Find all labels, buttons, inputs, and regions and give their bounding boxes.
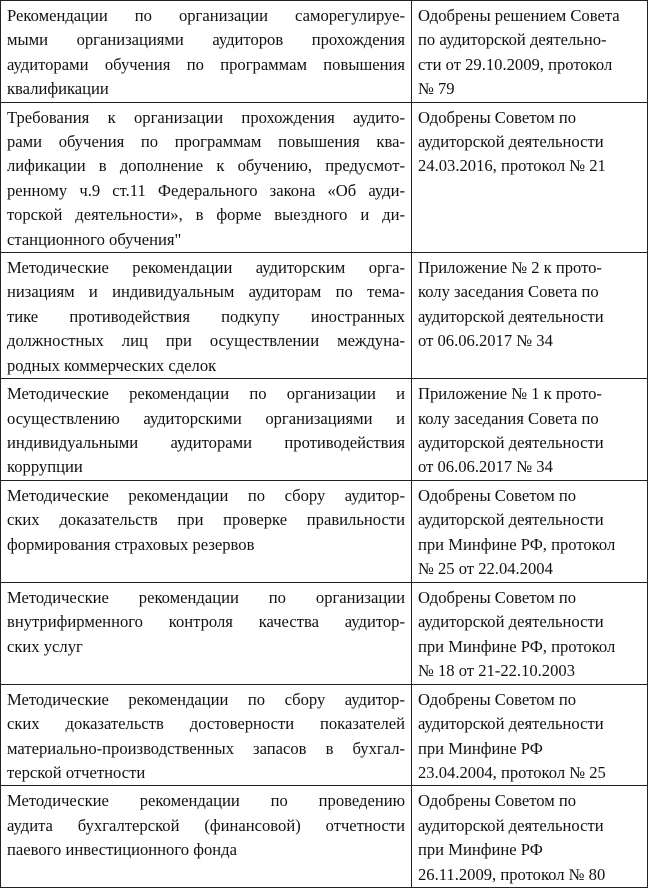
text-line: колу заседания Совета по: [418, 408, 599, 428]
text-line: материально-производственных запасов в бухгал-: [7, 738, 405, 758]
text-line: № 79: [418, 79, 455, 99]
text-line: Одобрены Советом по: [418, 107, 577, 127]
document-title-cell: [1, 1, 412, 103]
text-line: станционного обучения": [7, 229, 182, 249]
text-line: осуществлению аудиторскими организациями и: [7, 408, 405, 428]
text-line: терской отчетности: [7, 762, 146, 782]
table-row: [1, 102, 648, 252]
text-line: низациям и индивидуальным аудиторам по тема-: [7, 282, 405, 302]
approval-cell: [412, 253, 648, 379]
text-line: Требования к организации прохождения аудито-: [7, 107, 405, 127]
text-line: квалификации: [7, 79, 109, 99]
text-line: 24.03.2016, протокол № 21: [418, 156, 606, 176]
text-line: при Минфине РФ: [418, 738, 543, 758]
text-line: рами обучения по программам повышения ква-: [7, 132, 405, 152]
text-line: по аудиторской деятельно-: [418, 30, 607, 50]
table-row: [1, 684, 648, 786]
approval-cell: [412, 379, 648, 481]
text-line: ских доказательств достоверности показателей: [7, 714, 405, 734]
table-row: [1, 379, 648, 481]
text-line: аудиторской деятельности: [418, 432, 604, 452]
table-row: [1, 1, 648, 103]
text-line: аудиторской деятельности: [418, 306, 604, 326]
document-title-cell: [1, 684, 412, 786]
text-line: аудиторской деятельности: [418, 815, 604, 835]
text-line: Методические рекомендации аудиторским орга-: [7, 258, 405, 278]
document-title-cell: [1, 786, 412, 888]
document-title-cell: [1, 102, 412, 252]
text-line: тике противодействия подкупу иностранных: [7, 306, 405, 326]
table-row: [1, 786, 648, 888]
text-line: ренному ч.9 ст.11 Федерального закона «Об ауди-: [7, 180, 405, 200]
table-row: [1, 582, 648, 684]
text-line: Методические рекомендации по сбору аудитор-: [7, 485, 405, 505]
table-row: [1, 480, 648, 582]
text-line: аудиторской деятельности: [418, 714, 604, 734]
text-line: Одобрены Советом по: [418, 485, 577, 505]
text-line: № 18 от 21-22.10.2003: [418, 660, 575, 680]
text-line: Методические рекомендации по организации и: [7, 384, 405, 404]
approval-cell: [412, 684, 648, 786]
text-line: индивидуальными аудиторами противодействия: [7, 432, 405, 452]
text-line: аудита бухгалтерской (финансовой) отчетности: [7, 815, 405, 835]
table-body: [1, 1, 648, 888]
text-line: от 06.06.2017 № 34: [418, 331, 553, 351]
text-line: формирования страховых резервов: [7, 534, 255, 554]
text-line: колу заседания Совета по: [418, 282, 599, 302]
text-line: от 06.06.2017 № 34: [418, 457, 553, 477]
text-line: коррупции: [7, 457, 83, 477]
text-line: сти от 29.10.2009, протокол: [418, 54, 613, 74]
document-title-cell: [1, 582, 412, 684]
text-line: 26.11.2009, протокол № 80: [418, 864, 606, 884]
text-line: ских услуг: [7, 636, 83, 656]
text-line: Приложение № 1 к прото-: [418, 384, 602, 404]
text-line: Одобрены решением Совета: [418, 6, 620, 25]
document-title-cell: [1, 379, 412, 481]
approval-cell: [412, 102, 648, 252]
text-line: № 25 от 22.04.2004: [418, 558, 553, 578]
text-line: Методические рекомендации по сбору аудитор-: [7, 689, 405, 709]
text-line: аудиторской деятельности: [418, 612, 604, 632]
approval-cell: [412, 1, 648, 103]
text-line: лификации в дополнение к обучению, предусмот-: [7, 156, 405, 176]
text-line: аудиторами обучения по программам повышения: [7, 54, 405, 74]
text-line: мыми организациями аудиторов прохождения: [7, 30, 405, 50]
text-line: аудиторской деятельности: [418, 510, 604, 530]
text-line: Методические рекомендации по организации: [7, 587, 405, 607]
text-line: ских доказательств при проверке правильности: [7, 510, 405, 530]
table-row: [1, 253, 648, 379]
text-line: при Минфине РФ: [418, 840, 543, 860]
text-line: Одобрены Советом по: [418, 791, 577, 811]
text-line: должностных лиц при осуществлении междуна-: [7, 331, 405, 351]
text-line: Рекомендации по организации саморегулируе-: [7, 6, 405, 25]
text-line: родных коммерческих сделок: [7, 355, 217, 375]
text-line: паевого инвестиционного фонда: [7, 840, 237, 860]
approval-cell: [412, 786, 648, 888]
document-title-cell: [1, 480, 412, 582]
text-line: при Минфине РФ, протокол: [418, 636, 616, 656]
text-line: Одобрены Советом по: [418, 689, 577, 709]
text-line: внутрифирменного контроля качества аудитор-: [7, 612, 405, 632]
text-line: Методические рекомендации по проведению: [7, 791, 405, 811]
text-line: торской деятельности», в форме выездного и ди-: [7, 205, 405, 225]
approval-cell: [412, 480, 648, 582]
text-line: аудиторской деятельности: [418, 132, 604, 152]
approval-cell: [412, 582, 648, 684]
document-title-cell: [1, 253, 412, 379]
text-line: 23.04.2004, протокол № 25: [418, 762, 606, 782]
text-line: при Минфине РФ, протокол: [418, 534, 616, 554]
text-line: Приложение № 2 к прото-: [418, 258, 602, 278]
text-line: Одобрены Советом по: [418, 587, 577, 607]
